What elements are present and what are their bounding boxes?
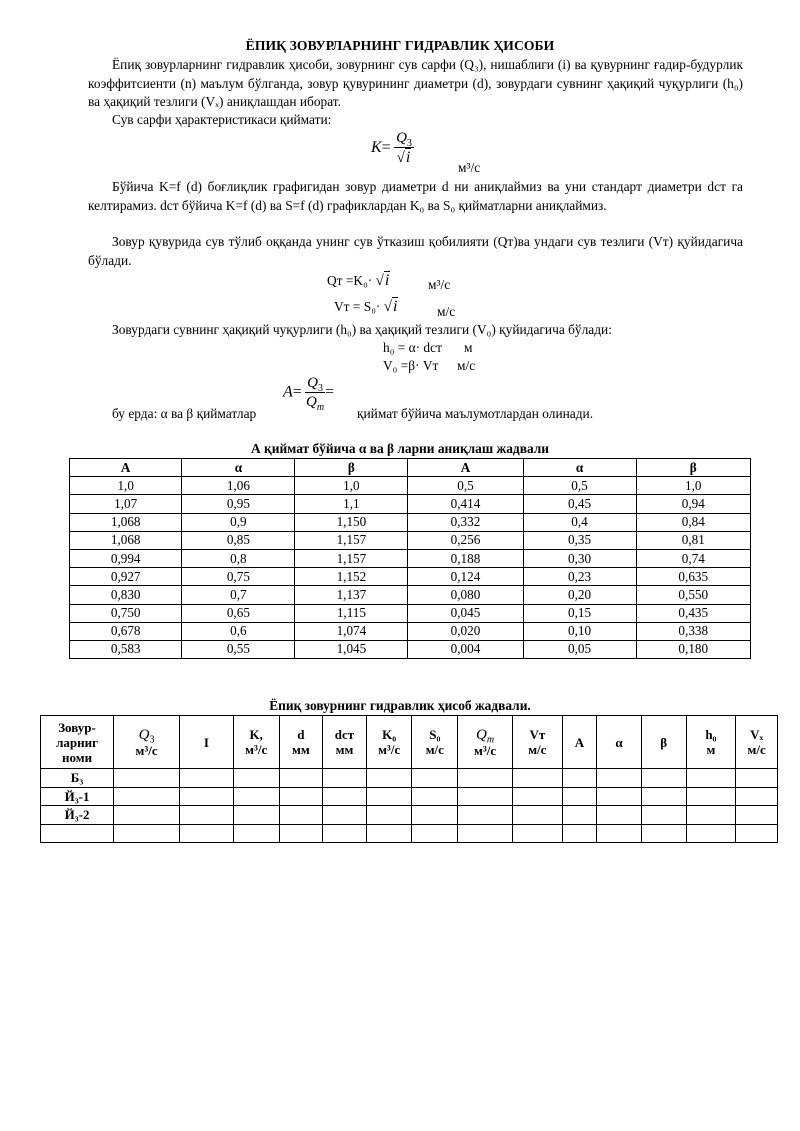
where-note-right: қиймат бўйича маълумотлардан олинади. — [357, 406, 594, 421]
diameter-paragraph: Бўйича K=f (d) боғлиқлик графигидан зовур диаметри d ни аниқлаймиз ва уни стандарт диаметри dст га келтирамиз. dст бўйича K=f (d) ва S=f (d) графиклардан K₀ ва S₀ қийматларни аниқлаймиз. — [88, 179, 743, 213]
table2-empty-cell[interactable] — [366, 806, 412, 825]
table2-empty-cell[interactable] — [233, 787, 279, 806]
table2-empty-cell[interactable] — [562, 787, 597, 806]
table1-cell: 0,045 — [408, 604, 523, 622]
table2-empty-cell[interactable] — [512, 769, 562, 788]
table1-cell: 0,188 — [408, 549, 523, 567]
page-title: ЁПИҚ ЗОВУРЛАРНИНГ ГИДРАВЛИК ҲИСОБИ — [245, 38, 555, 53]
table2-empty-cell[interactable] — [641, 824, 686, 843]
table1-cell: 0,004 — [408, 640, 523, 658]
table1-cell: 0,23 — [523, 568, 636, 586]
table2-empty-cell[interactable] — [458, 806, 513, 825]
table1-cell: 0,85 — [182, 531, 295, 549]
table2-empty-cell[interactable] — [114, 806, 180, 825]
table1-cell: 0,05 — [523, 640, 636, 658]
capacity-paragraph: Зовур қувурида сув тўлиб оққанда унинг сув ўтказиш қобилияти (Qт)ва ундаги сув тезлиги (Vт) қуйидагича бўлади. — [88, 234, 743, 268]
table2-empty-cell[interactable] — [597, 824, 642, 843]
table1-cell: 1,1 — [295, 495, 408, 513]
header-slope: I — [180, 716, 234, 769]
table2-empty-cell[interactable] — [323, 806, 367, 825]
table1-row — [70, 531, 751, 549]
table1-cell: 0,10 — [523, 622, 636, 640]
table1-cell: 0,080 — [408, 586, 523, 604]
table1-cell: 0,414 — [408, 495, 523, 513]
table1-cell: 0,124 — [408, 568, 523, 586]
table1-cell: 0,332 — [408, 513, 523, 531]
table1-cell: 0,94 — [636, 495, 750, 513]
table2-empty-cell[interactable] — [458, 787, 513, 806]
table1-cell: 0,180 — [636, 640, 750, 658]
table2-empty-cell[interactable] — [512, 806, 562, 825]
drain-name-cell — [41, 824, 114, 843]
table2-empty-cell[interactable] — [686, 787, 736, 806]
table2-empty-cell[interactable] — [180, 787, 234, 806]
table2-empty-cell[interactable] — [323, 787, 367, 806]
table1-caption: А қиймат бўйича α ва β ларни аниқлаш жадвали — [251, 441, 549, 456]
table2-empty-cell[interactable] — [597, 806, 642, 825]
table1-header-beta: β — [636, 459, 750, 477]
table1-header-alpha: α — [523, 459, 636, 477]
table2-empty-cell[interactable] — [412, 806, 458, 825]
header-s0: S₀ м/с — [412, 716, 458, 769]
table1-row — [70, 513, 751, 531]
drain-name-cell: Й₃-2 — [41, 806, 114, 825]
table1-cell: 0,678 — [70, 622, 182, 640]
table2-row — [41, 769, 778, 788]
header-h0: h₀ м — [686, 716, 736, 769]
header-dst: dст мм — [323, 716, 367, 769]
table1-cell: 0,74 — [636, 549, 750, 567]
where-note-left: бу ерда: α ва β қийматлар — [112, 406, 257, 421]
table2-empty-cell[interactable] — [412, 787, 458, 806]
table2-empty-cell[interactable] — [180, 806, 234, 825]
table2-empty-cell[interactable] — [512, 824, 562, 843]
table1-row — [70, 604, 751, 622]
table1-cell: 0,65 — [182, 604, 295, 622]
table1-cell: 1,068 — [70, 531, 182, 549]
table1-cell: 1,06 — [182, 477, 295, 495]
table2-empty-cell[interactable] — [686, 824, 736, 843]
table1-row — [70, 586, 751, 604]
table1-row — [70, 549, 751, 567]
table1-cell: 0,15 — [523, 604, 636, 622]
header-k: K, м³/с — [233, 716, 279, 769]
header-a: A — [562, 716, 597, 769]
table1-header-beta: β — [295, 459, 408, 477]
formula-a: A= $\frac{Q_3}{Q_т}$ = — [283, 375, 335, 413]
table1-row — [70, 568, 751, 586]
intro-paragraph: Ёпиқ зовурларнинг гидравлик ҳисоби, зовурнинг сув сарфи (Q₃), нишаблиги (i) ва қувурнинг ғадир-будурлик коэффитсиенти (n) маълум бўлганда, зовур қувурининг диаметри (d), зовурдаги сувнинг ҳақиқий чуқурлиги (h₀) ва ҳақиқий тезлиги (Vₓ) аниқлашдан иборат. — [88, 57, 743, 110]
table2-empty-cell[interactable] — [323, 769, 367, 788]
table2-empty-cell[interactable] — [233, 806, 279, 825]
table1-cell: 1,115 — [295, 604, 408, 622]
table2-empty-cell[interactable] — [366, 769, 412, 788]
table1-cell: 0,4 — [523, 513, 636, 531]
drain-name-cell: Б₃ — [41, 769, 114, 788]
table2-row — [41, 787, 778, 806]
hydraulic-calc-table — [40, 715, 778, 843]
table2-empty-cell[interactable] — [686, 769, 736, 788]
formula-qt-unit: м³/с — [428, 277, 451, 292]
table2-header-row — [41, 716, 778, 769]
table1-header-a: A — [408, 459, 523, 477]
formula-v0: V₀ =β· Vт — [383, 358, 439, 373]
header-vx: Vₓ м/с — [736, 716, 778, 769]
table2-empty-cell[interactable] — [412, 824, 458, 843]
table2-empty-cell[interactable] — [323, 824, 367, 843]
table2-empty-cell[interactable] — [562, 806, 597, 825]
table2-empty-cell[interactable] — [641, 769, 686, 788]
drain-name-cell: Й₃-1 — [41, 787, 114, 806]
table2-empty-cell[interactable] — [366, 824, 412, 843]
table1-cell: 0,45 — [523, 495, 636, 513]
table2-empty-cell[interactable] — [597, 787, 642, 806]
table1-cell: 0,583 — [70, 640, 182, 658]
table2-empty-cell[interactable] — [412, 769, 458, 788]
table2-empty-cell[interactable] — [233, 824, 279, 843]
table2-empty-cell[interactable] — [597, 769, 642, 788]
table1-cell: 0,9 — [182, 513, 295, 531]
table1-cell: 0,550 — [636, 586, 750, 604]
table2-empty-cell[interactable] — [114, 787, 180, 806]
formula-vt-unit: м/с — [437, 304, 456, 319]
table1-cell: 0,830 — [70, 586, 182, 604]
table1-cell: 0,338 — [636, 622, 750, 640]
table2-empty-cell[interactable] — [114, 824, 180, 843]
table1-cell: 0,927 — [70, 568, 182, 586]
table1-header-a: A — [70, 459, 182, 477]
flow-characteristic-label: Сув сарфи ҳарактеристикаси қиймати: — [112, 112, 332, 127]
table2-empty-cell[interactable] — [736, 769, 778, 788]
table1-row — [70, 622, 751, 640]
table1-cell: 1,068 — [70, 513, 182, 531]
header-alpha: α — [597, 716, 642, 769]
formula-h0-unit: м — [464, 340, 473, 355]
table2-empty-cell[interactable] — [366, 787, 412, 806]
table1-cell: 1,07 — [70, 495, 182, 513]
table2-empty-cell[interactable] — [279, 824, 323, 843]
formula-v0-unit: м/с — [457, 358, 476, 373]
table1-cell: 0,30 — [523, 549, 636, 567]
table2-empty-cell[interactable] — [180, 824, 234, 843]
table2-empty-cell[interactable] — [562, 824, 597, 843]
table1-cell: 0,8 — [182, 549, 295, 567]
table1-cell: 1,0 — [636, 477, 750, 495]
header-q3: $Q_3$ м³/с — [114, 716, 180, 769]
table1-cell: 1,137 — [295, 586, 408, 604]
table2-row — [41, 824, 778, 843]
formula-k-fraction: $\frac{Q_3}{√i}$ — [396, 130, 412, 166]
table1-cell: 0,994 — [70, 549, 182, 567]
table2-empty-cell[interactable] — [180, 769, 234, 788]
formula-vt: Vт = S₀· √i — [334, 298, 398, 315]
table1-cell: 1,157 — [295, 549, 408, 567]
table2-empty-cell[interactable] — [233, 769, 279, 788]
header-k0: K₀ м³/с — [366, 716, 412, 769]
table1-cell: 1,150 — [295, 513, 408, 531]
table2-empty-cell[interactable] — [641, 806, 686, 825]
table1-cell: 0,435 — [636, 604, 750, 622]
table1-cell: 0,95 — [182, 495, 295, 513]
table1-cell: 1,152 — [295, 568, 408, 586]
table1-cell: 0,6 — [182, 622, 295, 640]
table1-cell: 0,20 — [523, 586, 636, 604]
formula-k-unit: м³/с — [458, 160, 481, 175]
table1-header-alpha: α — [182, 459, 295, 477]
table2-empty-cell[interactable] — [279, 769, 323, 788]
table1-cell: 0,84 — [636, 513, 750, 531]
table2-empty-cell[interactable] — [641, 787, 686, 806]
table1-cell: 0,020 — [408, 622, 523, 640]
formula-a-fraction: $\frac{Q_3}{Q_т}$ — [306, 375, 325, 413]
table2-empty-cell[interactable] — [279, 806, 323, 825]
table1-cell: 0,81 — [636, 531, 750, 549]
table2-empty-cell[interactable] — [736, 787, 778, 806]
table2-empty-cell[interactable] — [686, 806, 736, 825]
table2-empty-cell[interactable] — [562, 769, 597, 788]
header-vt: Vт м/с — [512, 716, 562, 769]
table2-caption: Ёпиқ зовурнинг гидравлик ҳисоб жадвали. — [269, 698, 531, 713]
table1-cell: 1,157 — [295, 531, 408, 549]
table2-empty-cell[interactable] — [458, 769, 513, 788]
table2-empty-cell[interactable] — [279, 787, 323, 806]
formula-k: K= $\frac{Q_3}{√i}$ — [371, 130, 412, 166]
header-beta: β — [641, 716, 686, 769]
formula-h0: h₀ = α· dст — [383, 340, 442, 355]
header-drain-name: Зовур-ларниг номи — [41, 716, 114, 769]
table1-cell: 0,256 — [408, 531, 523, 549]
depth-velocity-paragraph: Зовурдаги сувнинг ҳақиқий чуқурлиги (h₀) ва ҳақиқий тезлиги (V₀) қуйидагича бўлади: — [112, 322, 612, 337]
table1-cell: 0,750 — [70, 604, 182, 622]
table1-cell: 0,75 — [182, 568, 295, 586]
table1-row — [70, 495, 751, 513]
table1-cell: 1,045 — [295, 640, 408, 658]
table1-cell: 0,5 — [408, 477, 523, 495]
alpha-beta-table — [69, 458, 751, 659]
table2-empty-cell[interactable] — [458, 824, 513, 843]
table1-header-row — [70, 459, 751, 477]
header-d: d мм — [279, 716, 323, 769]
table1-cell: 1,0 — [295, 477, 408, 495]
table1-cell: 1,074 — [295, 622, 408, 640]
table1-cell: 1,0 — [70, 477, 182, 495]
table1-cell: 0,635 — [636, 568, 750, 586]
table1-cell: 0,55 — [182, 640, 295, 658]
table1-row — [70, 477, 751, 495]
table1-row — [70, 640, 751, 658]
table2-empty-cell[interactable] — [736, 806, 778, 825]
table2-empty-cell[interactable] — [114, 769, 180, 788]
table2-row — [41, 806, 778, 825]
header-qt: $Q_т$ м³/с — [458, 716, 513, 769]
formula-qt: Qт =K₀· √i — [327, 272, 390, 289]
table1-cell: 0,35 — [523, 531, 636, 549]
table2-empty-cell[interactable] — [736, 824, 778, 843]
table1-cell: 0,7 — [182, 586, 295, 604]
table2-empty-cell[interactable] — [512, 787, 562, 806]
table1-cell: 0,5 — [523, 477, 636, 495]
